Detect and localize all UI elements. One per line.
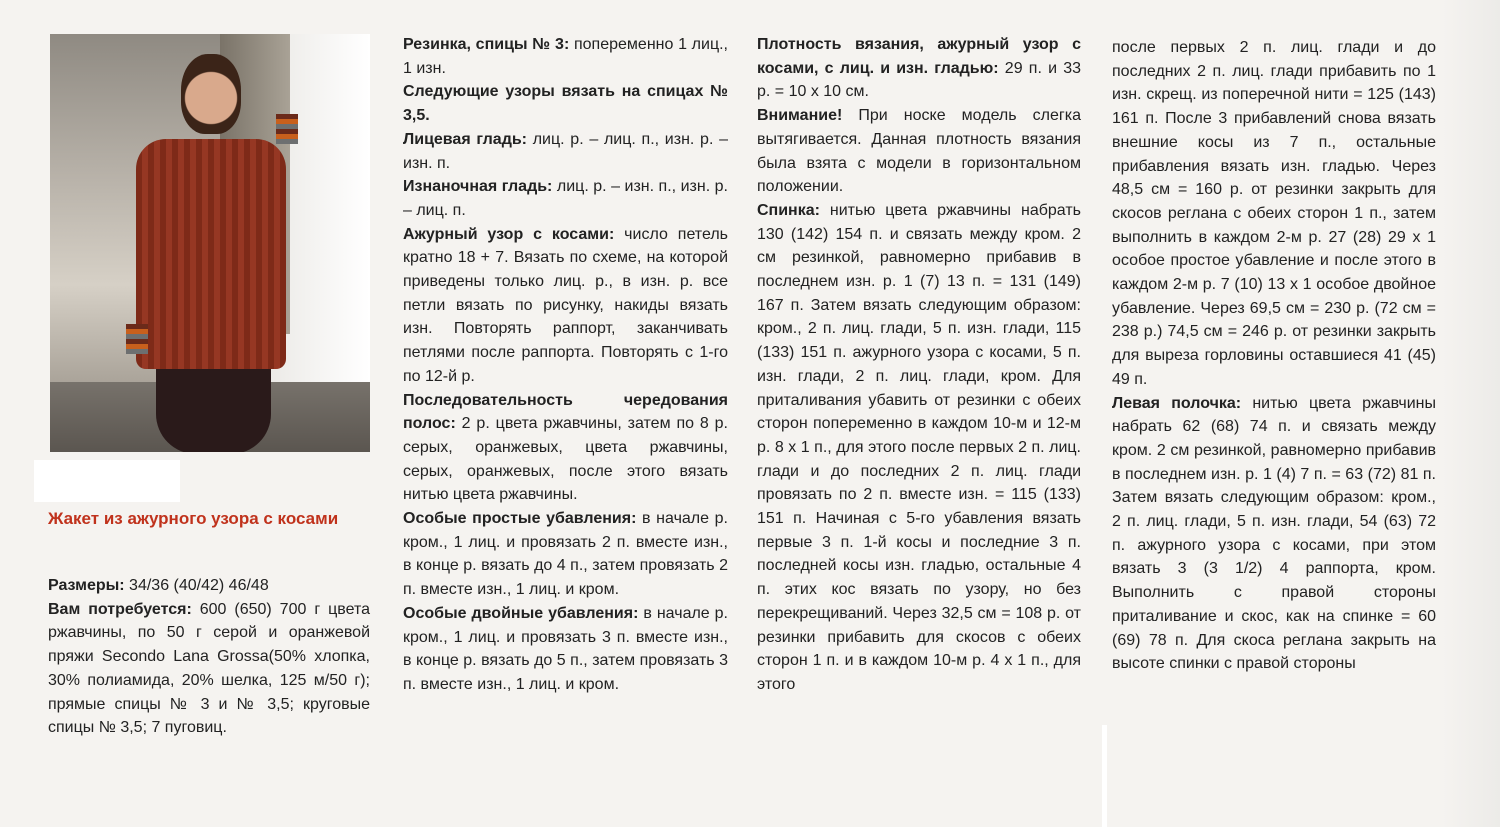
paragraph-label: Размеры: — [48, 577, 125, 594]
paragraph-label: Плотность вязания, ажурный узор с косами, с лиц. и изн. гладью: — [757, 36, 1081, 77]
paragraph-text: число петель кратно 18 + 7. Вязать по схеме, на которой приведены только лиц. р., в изн. р. все петли вязать по рисунку, накиды вязать изн. Повторять раппорт, заканчивать петлями после раппорта. Повторять с 1-го по 12-й р. — [403, 225, 728, 385]
paragraph-text: 600 (650) 700 г цвета ржавчины, по 50 г серой и оранжевой пряжи Secondo Lana Grossa(50% хлопка, 30% полиамида, 20% шелка, 125 м/50 г); прямые спицы № 3 и № 3,5; круговые спицы № 3,5; 7 пуговиц. — [48, 600, 371, 737]
paragraph-text: 29 п. и 33 р. = 10 х 10 см. — [757, 59, 1082, 101]
text-column-4 — [1112, 36, 1436, 676]
paragraph-text: нитью цвета ржавчины набрать 62 (68) 74 п. и связать между кром. 2 см резинкой, равномерно прибавив в последнем изн. р. 1 (4) 7 п. = 63 (72) 81 п. Затем вязать следующим образом: кром., 2 п. лиц. глади, 5 п. изн. глади, 54 (63) 72 п. ажурного узора с косами, при этом вязать 3 (3 1/2) 4 раппорта, кром. Выполнить с правой стороны приталивание и скос, как на спинке = 60 (69) 78 п. Для скоса реглана закрыть на высоте спинки с правой стороны — [1112, 394, 1437, 673]
paragraph — [403, 507, 728, 602]
paragraph — [403, 223, 728, 389]
model-figure — [126, 54, 296, 452]
paragraph — [757, 199, 1081, 697]
paragraph-label: Ажурный узор с косами: — [403, 225, 615, 243]
model-photo — [50, 34, 370, 452]
paragraph — [48, 598, 370, 740]
paragraph-label: Левая полочка: — [1112, 394, 1242, 412]
paragraph-label: Внимание! — [757, 107, 843, 125]
paragraph-text: в начале р. кром., 1 лиц. и провязать 2 п. вместе изн., в конце р. вязать до 4 п., затем провязать 2 п. вместе изн., 1 лиц. и кром. — [403, 510, 729, 599]
paragraph — [48, 574, 370, 598]
paragraph-label: Последовательность чередования полос: — [403, 391, 728, 433]
page-gap — [1102, 725, 1107, 827]
paragraph-label: Резинка, спицы № 3: — [403, 36, 570, 53]
text-column-3 — [757, 33, 1081, 697]
paragraph-label: Лицевая гладь: — [403, 130, 528, 148]
paragraph-text: лиц. р. – изн. п., изн. р. – лиц. п. — [403, 178, 728, 219]
paragraph — [1112, 392, 1436, 676]
paragraph-label: Особые простые убавления: — [403, 510, 637, 528]
paragraph-text: 34/36 (40/42) 46/48 — [124, 577, 269, 594]
paragraph — [1112, 36, 1436, 392]
paragraph — [403, 602, 728, 697]
text-column-1 — [48, 574, 370, 740]
blank-label-box — [34, 460, 180, 502]
paragraph — [403, 175, 728, 222]
paragraph-label: Особые двойные убавления: — [403, 604, 639, 622]
paragraph — [403, 33, 728, 80]
paragraph — [757, 104, 1081, 199]
page-edge — [1442, 0, 1500, 827]
paragraph — [757, 33, 1081, 104]
model-head — [181, 54, 241, 134]
paragraph — [403, 389, 728, 508]
paragraph-label: Спинка: — [757, 201, 820, 219]
paragraph-label: Следующие узоры вязать на спицах № 3,5. — [403, 83, 728, 125]
paragraph-text: после первых 2 п. лиц. глади и до последних 2 п. лиц. глади прибавить по 1 изн. скрещ. из поперечной нити = 125 (143) 161 п. После 3 прибавлений снова вязать внешние косы из 7 п., остальные прибавления вязать изн. гладью. Через 48,5 см = 160 р. от резинки закрыть для скосов реглана с обеих сторон 1 п., затем выполнить в каждом 2-м р. 27 (28) 29 х 1 особое простое убавление и после этого в каждом 2-м р. 7 (10) 13 х 1 особое двойное убавление. Через 69,5 см = 230 р. (72 см = 238 р.) 74,5 см = 246 р. от резинки закрыть для выреза горловины оставшиеся 41 (45) 49 п. — [1112, 39, 1436, 388]
paragraph-text: нитью цвета ржавчины набрать 130 (142) 154 п. и связать между кром. 2 см резинкой, равномерно прибавив в последнем изн. р. 1 (7) 13 п. = 131 (149) 167 п. Затем вязать следующим образом: кром., 2 п. лиц. глади, 5 п. изн. глади, 115 (133) 151 п. ажурного узора с косами, 5 п. изн. глади, 2 п. лиц. глади, кром. Для приталивания убавить от резинки с обеих сторон попеременно в каждом 10-м и 12-м р. 8 х 1 п., для этого после первых 2 п. лиц. глади и до последних 2 п. лиц. глади провязать по 2 п. вместе изн. = 115 (133) 151 п. Начиная с 5-го убавления вязать первые 3 п. 1-й косы и последние 3 п. последней косы изн. гладью, остальные 4 п. этих кос вязать по узору, но без перекрещиваний. Через 32,5 см = 108 р. от резинки прибавить для скосов с обеих сторон 1 п. и в каждом 10-м р. 4 х 1 п., для этого — [757, 201, 1081, 693]
paragraph-label: Вам потребуется: — [48, 600, 192, 618]
paragraph-label: Изнаночная гладь: — [403, 178, 553, 196]
paragraph-text: в начале р. кром., 1 лиц. и провязать 3 п. вместе изн., в конце р. вязать до 5 п., затем провязать 3 п. вместе изн., 1 лиц. и кром. — [403, 604, 728, 693]
paragraph — [403, 80, 728, 127]
paragraph — [403, 128, 728, 175]
paragraph-text: 2 р. цвета ржавчины, затем по 8 р. серых, оранжевых, цвета ржавчины, серых, оранжевых, после этого вязать нитью цвета ржавчины. — [403, 415, 728, 504]
paragraph-text: При носке модель слегка вытягивается. Данная плотность вязания была взята с модели в горизонтальном положении. — [757, 107, 1081, 196]
text-column-2 — [403, 33, 728, 697]
paragraph-text: лиц. р. – лиц. п., изн. р. – изн. п. — [403, 130, 729, 172]
article-title: Жакет из ажурного узора с косами — [48, 509, 339, 528]
jacket-garment — [136, 139, 286, 369]
paragraph-text: попеременно 1 лиц., 1 изн. — [403, 36, 729, 77]
